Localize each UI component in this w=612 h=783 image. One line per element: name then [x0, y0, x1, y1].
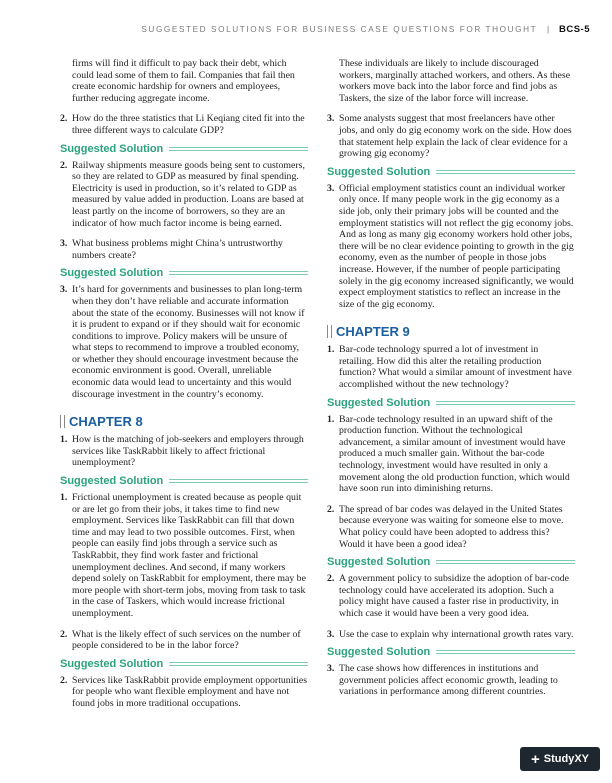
answer-text: The case shows how differences in institutions and government policies affect economic growth, leading to variations in performance among different countries. — [339, 663, 558, 698]
answer-text: It’s hard for governments and businesses to plan long-term when they don’t have reliable and accurate information about the state of the economy. Businesses will not know if it is prudent to expand or if they should wait for economic conditions to improve. Policy makers will be unsure of what steps to recommend to improve a troubled economy, or whether they should encourage investment because the economic environment is good. Overall, unreliable economic data would lead to uncertainty and this would discourage investment in the country’s economy. — [72, 284, 305, 400]
answer-number: 1. — [60, 492, 68, 504]
question-text: What is the likely effect of such services on the number of people considered to be in the labor force? — [72, 628, 301, 652]
question-number: 3. — [327, 628, 335, 640]
running-title: SUGGESTED SOLUTIONS FOR BUSINESS CASE QUESTIONS FOR THOUGHT — [141, 25, 538, 34]
question-number: 2. — [60, 113, 68, 125]
question-number: 2. — [60, 628, 68, 640]
running-header — [0, 24, 612, 40]
heading-rule — [169, 479, 308, 483]
answer-number: 2. — [60, 159, 68, 171]
suggested-solution-label: Suggested Solution — [327, 396, 431, 409]
suggested-solution-heading — [60, 475, 308, 487]
question-text: How is the matching of job-seekers and employers through services like TaskRabbit likely to affect frictional unemployment? — [72, 434, 304, 469]
chapter-heading — [60, 414, 308, 429]
question-text: Bar-code technology spurred a lot of investment in retailing. How did this alter the retailing production function? What would a similar amount of investment have accomplished without the new technology? — [339, 344, 572, 391]
heading-rule — [436, 650, 575, 654]
answer — [327, 663, 575, 698]
answer-text: Bar-code technology resulted in an upward shift of the production function. Without the technological advancement, a similar amount of investment would have produced a much smaller gain. Without the bar-code technology, investment would have resulted in only a movement along the old production function, which would have soon run into diminishing returns. — [339, 413, 570, 495]
answer — [327, 183, 575, 311]
heading-rule — [169, 271, 308, 275]
right-column — [327, 58, 575, 698]
chapter-heading — [327, 324, 575, 339]
question-number: 3. — [60, 238, 68, 250]
heading-rule — [169, 662, 308, 666]
answer — [327, 573, 575, 619]
answer-number: 3. — [327, 663, 335, 675]
answer-text: Services like TaskRabbit provide employment opportunities for people who want flexible employment and have not found jobs in more traditional occupations. — [72, 674, 308, 709]
header-separator: | — [546, 25, 550, 34]
question — [327, 113, 575, 159]
answer — [60, 492, 308, 620]
question — [60, 629, 308, 652]
suggested-solution-heading — [60, 143, 308, 155]
answer-text: A government policy to subsidize the adoption of bar-code technology could have accelerated its adoption. Such a policy might have caused a faster rise in productivity, in which case it would have been a very good idea. — [339, 573, 569, 619]
answer — [60, 284, 308, 400]
question-text: What business problems might China’s untrustworthy numbers create? — [72, 238, 283, 261]
plus-icon: + — [531, 750, 540, 768]
question — [60, 238, 308, 261]
question-text: How do the three statistics that Li Keqiang cited fit into the three different ways to calculate GDP? — [72, 113, 305, 136]
question — [327, 504, 575, 550]
question-text: Use the case to explain why international growth rates vary. — [339, 628, 574, 640]
continued-paragraph: These individuals are likely to include discouraged workers, marginally attached workers, and others. As these workers move back into the labor force and find jobs as Taskers, the size of the labor force will increase. — [339, 58, 571, 104]
question-number: 1. — [327, 344, 335, 356]
answer-text: Frictional unemployment is created because as people quit or are let go from their jobs, it takes time to find new employment. Services like TaskRabbit can fill that down time and may lead to two possible outcomes. First, when people can easily find jobs through a service such as TaskRabbit, they find work faster and frictional unemployment declines. And second, if many workers depend solely on TaskRabbit for employment, there may be more people with short-term jobs, moving from task to task in the case of Taskers, which would increase frictional unemployment. — [72, 492, 306, 619]
answer — [60, 160, 308, 230]
page-number: BCS-5 — [558, 24, 590, 35]
suggested-solution-label: Suggested Solution — [60, 142, 164, 155]
question — [327, 629, 575, 641]
question — [60, 434, 308, 469]
suggested-solution-label: Suggested Solution — [327, 556, 431, 569]
question-number: 1. — [60, 434, 68, 446]
suggested-solution-label: Suggested Solution — [60, 475, 164, 488]
question — [327, 344, 575, 390]
question-text: Some analysts suggest that most freelancers have other jobs, and only do gig economy work on the side. How does that statement help explain the lack of clear evidence for a growing gig economy? — [339, 113, 572, 160]
suggested-solution-heading — [60, 267, 308, 279]
left-column — [60, 58, 308, 710]
chapter-bars-icon — [327, 325, 332, 338]
chapter-bars-icon — [60, 415, 65, 428]
chapter-title: CHAPTER 9 — [336, 324, 410, 340]
suggested-solution-label: Suggested Solution — [60, 657, 164, 670]
answer — [60, 675, 308, 710]
suggested-solution-heading — [60, 658, 308, 670]
answer — [327, 414, 575, 495]
suggested-solution-heading — [327, 397, 575, 409]
answer-number: 1. — [327, 413, 335, 425]
studyxy-logo — [520, 747, 600, 771]
question — [60, 113, 308, 136]
heading-rule — [169, 147, 308, 151]
answer-text: Official employment statistics count an individual worker only once. If many people work in the gig economy as a side job, only their primary jobs will be counted and the employment statistics will not reflect the gig economy jobs. And as long as many gig economy workers hold other jobs, there will be no clear evidence pointing to growth in the gig economy, even as the number of people in those jobs increase. However, if the number of people participating solely in the gig economy increased significantly, we would expect employment statistics to reflect an increase in the size of the gig economy. — [339, 182, 574, 310]
answer-text: Railway shipments measure goods being sent to customers, so they are related to GDP as measured by final spending. Electricity is used in production, so it’s related to GDP as measured by value added in production. Loans are based at least partly on the income of borrowers, so they are an indicator of how much factor income is being earned. — [72, 159, 305, 229]
suggested-solution-label: Suggested Solution — [60, 267, 164, 280]
suggested-solution-heading — [327, 646, 575, 658]
answer-number: 2. — [327, 573, 335, 585]
heading-rule — [436, 170, 575, 174]
question-text: The spread of bar codes was delayed in the United States because everyone was waiting for someone else to move. What policy could have been adopted to address this? Would it have been a good idea? — [339, 503, 564, 550]
suggested-solution-heading — [327, 166, 575, 178]
question-number: 3. — [327, 113, 335, 125]
question-number: 2. — [327, 503, 335, 515]
answer-number: 3. — [327, 182, 335, 194]
logo-text: StudyXY — [543, 753, 589, 765]
answer-number: 2. — [60, 674, 68, 686]
continued-paragraph: firms will find it difficult to pay back their debt, which could lead some of them to fail. Companies that fail then create economic hardship for owners and employees, further reducing aggregate income. — [72, 58, 295, 104]
suggested-solution-heading — [327, 556, 575, 568]
heading-rule — [436, 560, 575, 564]
suggested-solution-label: Suggested Solution — [327, 165, 431, 178]
heading-rule — [436, 401, 575, 405]
suggested-solution-label: Suggested Solution — [327, 646, 431, 659]
answer-number: 3. — [60, 284, 68, 296]
chapter-title: CHAPTER 8 — [69, 414, 143, 430]
